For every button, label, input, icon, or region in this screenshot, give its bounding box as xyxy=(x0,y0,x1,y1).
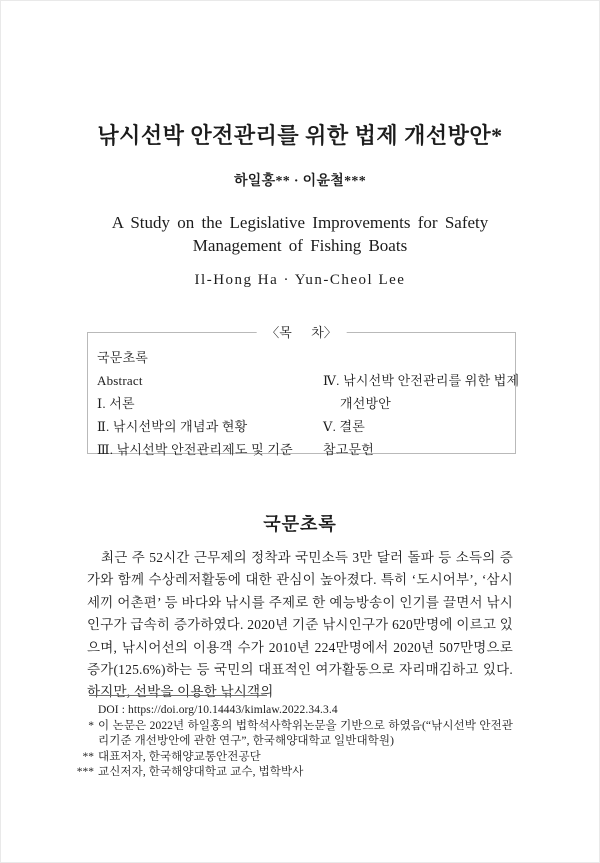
toc-item-section-2: Ⅱ. 낚시선박의 개념과 현황 xyxy=(97,419,248,434)
toc-item-section-1: Ⅰ. 서론 xyxy=(97,396,135,411)
korean-abstract-paragraph: 최근 주 52시간 근무제의 정착과 국민소득 3만 달러 돌파 등 소득의 증가와 함께 수상레저활동에 대한 관심이 높아졌다. 특히 ‘도시어부’, ‘삼시세끼 어촌편’ 등 바다와 낚시를 주제로 한 예능방송이 인기를 끌면서 낚시인구가 급속히 증가하였다. 2020년 기준 낚시인구가 620만명에 이르고 있으며, 낚시어선의 이용객 수가 2010년 224만명에서 2020년 507만명으로 증가(125.6%)하는 등 국민의 대표적인 여가활동으로 자리매김하고 있다. 하지만, 선박을 이용한 낚시객의 xyxy=(87,550,513,700)
doi-line: DOI : https://doi.org/10.14443/kimlaw.2022.34.3.4 xyxy=(98,704,338,716)
toc-item-abstract: Abstract xyxy=(97,373,143,388)
toc-item-section-3: Ⅲ. 낚시선박 안전관리제도 및 기준 xyxy=(97,442,293,457)
toc-item-korean-abstract: 국문초록 xyxy=(97,350,149,365)
paper-title-english xyxy=(1,211,599,257)
toc-item-section-5: Ⅴ. 결론 xyxy=(323,419,366,434)
footnote-text: 대표저자, 한국해양교통안전공단 xyxy=(98,750,261,763)
footnote-item-first-author xyxy=(65,750,513,766)
toc-columns xyxy=(97,346,520,461)
toc-title: 〈목 차〉 xyxy=(256,324,347,341)
paper-title-english-line1: A Study on the Legislative Improvements for Safety xyxy=(111,213,489,232)
korean-abstract-heading: 국문초록 xyxy=(263,514,337,534)
footnote-block xyxy=(65,695,513,781)
footnote-marker: * xyxy=(88,719,94,732)
paper-title-korean: 낚시선박 안전관리를 위한 법제 개선방안* xyxy=(97,123,503,148)
footnote-item-corresponding-author xyxy=(65,765,513,781)
footnote-text: 이 논문은 2022년 하일홍의 법학석사학위논문을 기반으로 하였음(“낚시선박 안전관리기준 개선방안에 관한 연구”, 한국해양대학교 일반대학원) xyxy=(98,719,513,747)
footnote-separator xyxy=(89,695,267,696)
toc-left-column xyxy=(97,346,323,461)
toc-item-section-4-continuation: 개선방안 xyxy=(340,396,392,411)
toc-right-column xyxy=(323,346,519,461)
table-of-contents xyxy=(87,325,520,457)
footnote-marker: ** xyxy=(82,750,94,763)
authors-english: Il-Hong Ha · Yun-Cheol Lee xyxy=(194,272,406,288)
footnote-text: 교신저자, 한국해양대학교 교수, 법학박사 xyxy=(98,766,304,778)
toc-item-section-4: Ⅳ. 낚시선박 안전관리를 위한 법제 xyxy=(323,373,520,388)
footnote-item-thesis xyxy=(65,719,513,750)
paper-title-english-line2: Management of Fishing Boats xyxy=(192,236,408,255)
footnote-marker: *** xyxy=(76,766,94,778)
toc-item-references: 참고문헌 xyxy=(323,442,375,457)
authors-korean: 하일홍** · 이윤철*** xyxy=(233,174,366,189)
